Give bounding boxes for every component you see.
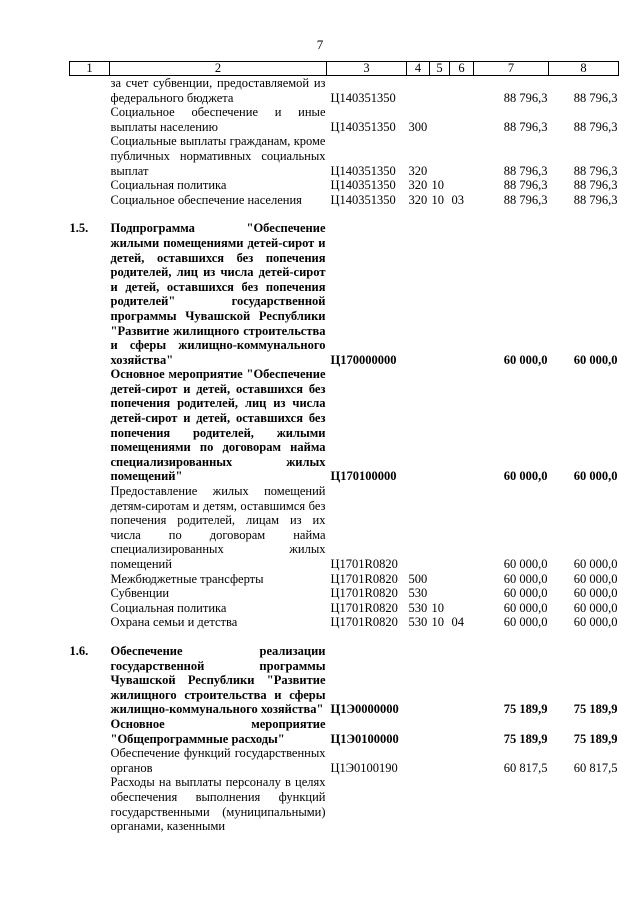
section bbox=[430, 746, 450, 775]
target-article-code: Ц140351350 bbox=[330, 178, 396, 193]
table-row bbox=[70, 484, 619, 572]
target-article-code: Ц140351350 bbox=[330, 192, 396, 207]
amount-year-2: 60 000,0 bbox=[573, 571, 618, 586]
row-number bbox=[70, 601, 110, 616]
table-row bbox=[70, 134, 619, 178]
row-description: Социальное обеспечение населения bbox=[110, 192, 302, 207]
spacer-cell bbox=[70, 630, 619, 644]
table-header-row bbox=[70, 62, 619, 76]
target-article-code: Ц1Э0100000 bbox=[330, 731, 399, 746]
row-number bbox=[70, 572, 110, 587]
header-cell: 7 bbox=[474, 62, 549, 76]
page-number: 7 bbox=[316, 37, 324, 52]
subsection bbox=[450, 586, 474, 601]
amount-year-1: 60 000,0 bbox=[503, 571, 548, 586]
subsection bbox=[450, 572, 474, 587]
section bbox=[430, 367, 450, 484]
expense-type: 320 bbox=[408, 178, 428, 193]
expense-type bbox=[407, 746, 430, 775]
target-article-code: Ц1701R0820 bbox=[330, 557, 398, 571]
amount-year-2: 60 000,0 bbox=[573, 557, 618, 571]
subsection bbox=[450, 178, 474, 193]
subsection: 03 bbox=[451, 192, 464, 207]
table-row bbox=[70, 746, 619, 775]
target-article-code bbox=[327, 775, 407, 833]
amount-year-1: 60 000,0 bbox=[503, 469, 548, 484]
row-description: Социальная политика bbox=[110, 600, 227, 615]
target-article-code: Ц1701R0820 bbox=[330, 600, 398, 615]
row-number bbox=[70, 717, 110, 746]
section bbox=[430, 105, 450, 134]
subsection bbox=[450, 76, 474, 106]
subsection bbox=[450, 746, 474, 775]
table-row bbox=[70, 717, 619, 746]
subsection bbox=[450, 367, 474, 484]
section: 10 bbox=[431, 178, 444, 193]
row-description: за счет субвенции, предоставляемой из федерального бюджета bbox=[110, 76, 326, 105]
amount-year-1: 60 000,0 bbox=[503, 352, 548, 367]
section bbox=[430, 221, 450, 367]
expense-type bbox=[407, 76, 430, 106]
amount-year-1: 75 189,9 bbox=[503, 702, 548, 717]
section bbox=[430, 76, 450, 106]
expense-type: 530 bbox=[408, 600, 428, 615]
header-cell: 3 bbox=[327, 62, 407, 76]
subsection bbox=[450, 717, 474, 746]
row-number bbox=[70, 615, 110, 630]
expense-type: 530 bbox=[408, 586, 428, 601]
amount-year-2: 60 000,0 bbox=[573, 615, 618, 630]
amount-year-2: 75 189,9 bbox=[573, 731, 618, 746]
row-number bbox=[70, 586, 110, 601]
expense-type bbox=[407, 221, 430, 367]
expense-type: 320 bbox=[408, 192, 428, 207]
amount-year-2: 88 796,3 bbox=[573, 119, 618, 134]
row-description: Основное мероприятие "Обеспечение детей-сирот и детей, оставшихся без попечения родителей, лиц из числа детей-сирот и детей, оставшихся без попечения родителей, жилыми помещениями по договорам найма специализированных жилых помещений" bbox=[110, 367, 326, 484]
row-number: 1.6. bbox=[69, 643, 89, 658]
target-article-code: Ц170100000 bbox=[330, 469, 397, 484]
row-description: Основное мероприятие "Общепрограммные расходы" bbox=[110, 716, 326, 746]
header-cell: 2 bbox=[110, 62, 327, 76]
budget-table bbox=[69, 61, 619, 834]
section bbox=[430, 644, 450, 717]
row-number bbox=[70, 105, 110, 134]
table-row bbox=[70, 193, 619, 208]
target-article-code: Ц1Э0100190 bbox=[330, 760, 398, 775]
header-cell: 1 bbox=[70, 62, 110, 76]
section bbox=[430, 586, 450, 601]
table-row bbox=[70, 105, 619, 134]
subsection: 04 bbox=[451, 615, 464, 630]
row-description: Социальное обеспечение и иные выплаты населению bbox=[110, 105, 326, 134]
subsection bbox=[450, 775, 474, 833]
table-row bbox=[70, 367, 619, 484]
row-description: Обеспечение реализации государственной программы Чувашской Республики "Развитие жилищного строительства и сферы жилищно-коммунального хозяйства" bbox=[110, 643, 326, 717]
amount-year-1: 88 796,3 bbox=[503, 119, 548, 134]
target-article-code: Ц140351350 bbox=[330, 163, 396, 178]
target-article-code: Ц1701R0820 bbox=[330, 615, 398, 630]
row-number bbox=[70, 367, 110, 484]
row-description: Социальная политика bbox=[110, 178, 227, 193]
section bbox=[430, 484, 450, 572]
row-number bbox=[70, 134, 110, 178]
section bbox=[430, 775, 450, 833]
row-description: Социальные выплаты гражданам, кроме публичных нормативных социальных выплат bbox=[110, 134, 326, 178]
table-body bbox=[70, 76, 619, 834]
table-row bbox=[70, 572, 619, 587]
row-description: Обеспечение функций государственных органов bbox=[110, 746, 326, 775]
table-row bbox=[70, 178, 619, 193]
amount-year-2: 88 796,3 bbox=[573, 178, 618, 193]
row-description: Межбюджетные трансферты bbox=[110, 571, 264, 586]
target-article-code: Ц140351350 bbox=[330, 119, 396, 134]
expense-type bbox=[407, 484, 430, 572]
amount-year-1: 88 796,3 bbox=[503, 90, 548, 105]
amount-year-2: 60 000,0 bbox=[573, 352, 618, 367]
amount-year-2: 88 796,3 bbox=[573, 90, 618, 105]
subsection bbox=[450, 644, 474, 717]
table-row bbox=[70, 775, 619, 833]
table-row bbox=[70, 586, 619, 601]
subsection bbox=[450, 105, 474, 134]
expense-type: 320 bbox=[408, 163, 428, 178]
section bbox=[430, 572, 450, 587]
amount-year-2: 88 796,3 bbox=[573, 163, 618, 178]
row-number bbox=[70, 178, 110, 193]
row-description: Подпрограмма "Обеспечение жилыми помещениями детей-сирот и детей, оставшихся без попечения родителей, лиц из числа детей-сирот и детей, оставшихся без попечения родителей" государственной программы Чувашской Республики "Развитие жилищного строительства и сферы жилищно-коммунального хозяйства" bbox=[110, 221, 326, 367]
target-article-code: Ц140351350 bbox=[330, 90, 396, 105]
target-article-code: Ц1Э0000000 bbox=[330, 702, 399, 717]
amount-year-1: 60 817,5 bbox=[503, 760, 548, 775]
table-row bbox=[70, 221, 619, 367]
amount-year-2: 88 796,3 bbox=[573, 192, 618, 207]
target-article-code: Ц1701R0820 bbox=[330, 586, 398, 601]
expense-type bbox=[407, 644, 430, 717]
target-article-code: Ц1701R0820 bbox=[330, 571, 398, 586]
expense-type: 500 bbox=[408, 571, 428, 586]
expense-type: 300 bbox=[408, 119, 428, 134]
header-cell: 6 bbox=[450, 62, 474, 76]
amount-year-2: 60 000,0 bbox=[573, 469, 618, 484]
subsection bbox=[450, 484, 474, 572]
row-number bbox=[70, 746, 110, 775]
header-cell: 5 bbox=[430, 62, 450, 76]
amount-year-2: 60 817,5 bbox=[573, 760, 618, 775]
section: 10 bbox=[431, 615, 444, 630]
section: 10 bbox=[431, 600, 444, 615]
subsection bbox=[450, 601, 474, 616]
section bbox=[430, 717, 450, 746]
row-number: 1.5. bbox=[69, 221, 89, 236]
table-row bbox=[70, 615, 619, 630]
table-row bbox=[70, 76, 619, 106]
amount-year-2 bbox=[549, 775, 619, 833]
amount-year-2: 60 000,0 bbox=[573, 600, 618, 615]
row-description: Предоставление жилых помещений детям-сиротам и детям, оставшимся без попечения родителей, лицам из их числа по договорам найма специализированных жилых помещений bbox=[110, 484, 326, 571]
row-number bbox=[70, 76, 110, 106]
amount-year-1 bbox=[474, 775, 549, 833]
section bbox=[430, 134, 450, 178]
amount-year-1: 88 796,3 bbox=[503, 178, 548, 193]
expense-type bbox=[407, 775, 430, 833]
subsection bbox=[450, 134, 474, 178]
spacer-row bbox=[70, 207, 619, 221]
row-number bbox=[70, 775, 110, 833]
subsection bbox=[450, 221, 474, 367]
amount-year-1: 88 796,3 bbox=[503, 163, 548, 178]
row-number bbox=[70, 193, 110, 208]
table-row bbox=[70, 601, 619, 616]
header-cell: 8 bbox=[549, 62, 619, 76]
row-number bbox=[70, 484, 110, 572]
amount-year-1: 60 000,0 bbox=[503, 615, 548, 630]
expense-type bbox=[407, 717, 430, 746]
row-description: Охрана семьи и детства bbox=[110, 615, 238, 630]
amount-year-1: 88 796,3 bbox=[503, 192, 548, 207]
amount-year-2: 60 000,0 bbox=[573, 586, 618, 601]
expense-type: 530 bbox=[408, 615, 428, 630]
section: 10 bbox=[431, 192, 444, 207]
spacer-row bbox=[70, 630, 619, 644]
amount-year-2: 75 189,9 bbox=[573, 702, 618, 717]
row-description: Расходы на выплаты персоналу в целях обеспечения выполнения функций государственными (муниципальными) органами, казенными bbox=[110, 775, 326, 834]
expense-type bbox=[407, 367, 430, 484]
amount-year-1: 60 000,0 bbox=[503, 600, 548, 615]
amount-year-1: 75 189,9 bbox=[503, 731, 548, 746]
target-article-code: Ц170000000 bbox=[330, 352, 397, 367]
table-row bbox=[70, 644, 619, 717]
amount-year-1: 60 000,0 bbox=[503, 557, 548, 571]
header-cell: 4 bbox=[407, 62, 430, 76]
row-description: Субвенции bbox=[110, 586, 170, 601]
spacer-cell bbox=[70, 207, 619, 221]
amount-year-1: 60 000,0 bbox=[503, 586, 548, 601]
